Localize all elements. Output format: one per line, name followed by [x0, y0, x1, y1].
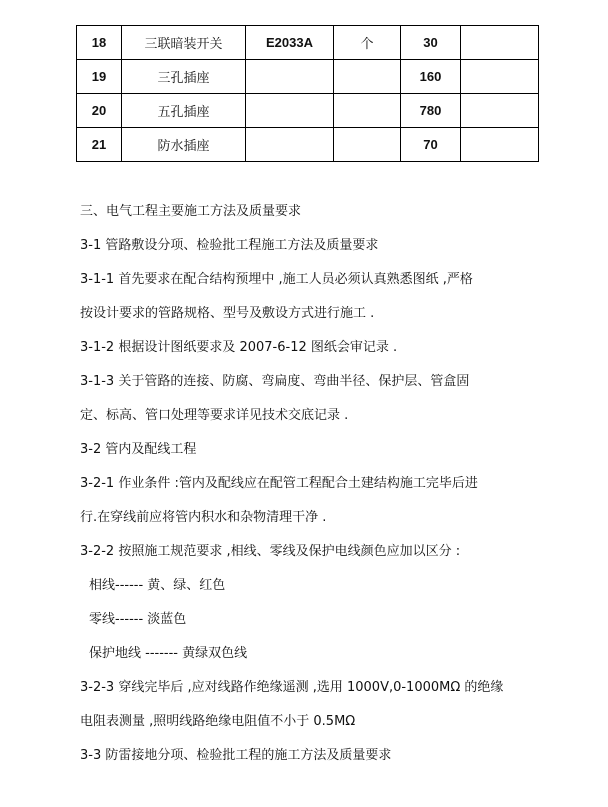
- item-quantity: 780: [401, 94, 461, 128]
- item-unit: [334, 128, 401, 162]
- section-heading: 三、电气工程主要施工方法及质量要求: [80, 204, 302, 219]
- table-row: [77, 128, 539, 162]
- subsection-heading: 3-1 管路敷设分项、检验批工程施工方法及质量要求: [80, 238, 379, 253]
- row-number: 21: [77, 128, 122, 162]
- paragraph-line: 行.在穿线前应将管内积水和杂物清理干净 .: [80, 510, 327, 525]
- paragraph-line: 3-2-3 穿线完毕后 ,应对线路作绝缘遥测 ,选用 1000V,0-1000MΩ 的绝缘: [80, 680, 504, 695]
- item-model: [246, 94, 334, 128]
- row-number: 18: [77, 26, 122, 60]
- item-name: 防水插座: [122, 128, 246, 162]
- table-row: [77, 94, 539, 128]
- item-note: [461, 128, 539, 162]
- item-quantity: 70: [401, 128, 461, 162]
- item-unit: [334, 60, 401, 94]
- paragraph-line: 3-2-1 作业条件 :管内及配线应在配管工程配合土建结构施工完毕后进: [80, 476, 478, 491]
- item-model: [246, 128, 334, 162]
- row-number: 20: [77, 94, 122, 128]
- paragraph-line: 定、标高、管口处理等要求详见技术交底记录 .: [80, 408, 349, 423]
- item-unit: [334, 94, 401, 128]
- item-note: [461, 26, 539, 60]
- item-name: 五孔插座: [122, 94, 246, 128]
- materials-table: [76, 25, 539, 162]
- table-row: [77, 60, 539, 94]
- subsection-heading: 3-3 防雷接地分项、检验批工程的施工方法及质量要求: [80, 748, 392, 763]
- list-item: 保护地线 ------- 黄绿双色线: [89, 646, 248, 661]
- item-model: [246, 60, 334, 94]
- item-model: E2033A: [246, 26, 334, 60]
- paragraph-line: 3-1-1 首先要求在配合结构预埋中 ,施工人员必须认真熟悉图纸 ,严格: [80, 272, 473, 287]
- item-note: [461, 94, 539, 128]
- paragraph-line: 按设计要求的管路规格、型号及敷设方式进行施工 .: [80, 306, 375, 321]
- row-number: 19: [77, 60, 122, 94]
- item-name: 三联暗装开关: [122, 26, 246, 60]
- list-item: 零线------ 淡蓝色: [89, 612, 187, 627]
- item-quantity: 30: [401, 26, 461, 60]
- paragraph-line: 电阻表测量 ,照明线路绝缘电阻值不小于 0.5MΩ: [80, 714, 356, 729]
- item-unit: 个: [334, 26, 401, 60]
- item-quantity: 160: [401, 60, 461, 94]
- table-row: [77, 26, 539, 60]
- paragraph-line: 3-2-2 按照施工规范要求 ,相线、零线及保护电线颜色应加以区分 :: [80, 544, 461, 559]
- paragraph-line: 3-1-3 关于管路的连接、防腐、弯扁度、弯曲半径、保护层、管盒固: [80, 374, 470, 389]
- paragraph-line: 3-1-2 根据设计图纸要求及 2007-6-12 图纸会审记录 .: [80, 340, 398, 355]
- item-name: 三孔插座: [122, 60, 246, 94]
- subsection-heading: 3-2 管内及配线工程: [80, 442, 197, 457]
- item-note: [461, 60, 539, 94]
- list-item: 相线------ 黄、绿、红色: [89, 578, 226, 593]
